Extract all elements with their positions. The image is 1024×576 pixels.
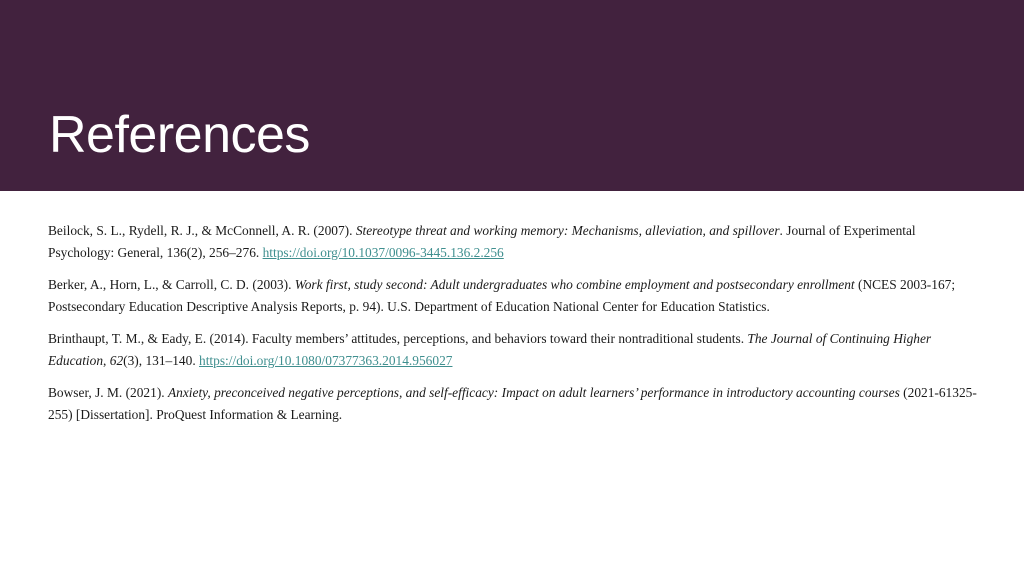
reference-title: Work first, study second: Adult undergraduates who combine employment and postsecondary enrollment	[294, 277, 855, 292]
doi-link[interactable]: https://doi.org/10.1080/07377363.2014.956027	[199, 353, 453, 368]
reference-text: (NCES 2003-167; Postsecondary Education Descriptive Analysis Reports, p. 94). U.S. Department of Education National Center for Education Statistics.	[48, 277, 956, 314]
doi-link[interactable]: https://doi.org/10.1037/0096-3445.136.2.256	[262, 245, 504, 260]
reference-volume: 62	[109, 353, 124, 368]
reference-list	[48, 220, 978, 436]
reference-title: Stereotype threat and working memory: Mechanisms, alleviation, and spillover	[355, 223, 780, 238]
title-banner	[0, 0, 1024, 191]
reference-text: ,	[103, 353, 110, 368]
page-title: References	[49, 106, 310, 164]
reference-text: (3), 131–140.	[123, 353, 200, 368]
reference-item	[48, 274, 978, 318]
reference-text: Brinthaupt, T. M., & Eady, E. (2014). Faculty members’ attitudes, perceptions, and behaviors toward their nontraditional students.	[48, 331, 748, 346]
reference-text: (2021-61325-255) [Dissertation]. ProQuest Information & Learning.	[48, 385, 977, 422]
reference-item	[48, 328, 978, 372]
reference-text: Berker, A., Horn, L., & Carroll, C. D. (2003).	[48, 277, 295, 292]
reference-item	[48, 382, 978, 426]
reference-journal: The Journal of Continuing Higher Education	[48, 331, 932, 368]
reference-text: Bowser, J. M. (2021).	[48, 385, 168, 400]
reference-text: . Journal of Experimental Psychology: General, 136(2), 256–276.	[48, 223, 916, 260]
reference-item	[48, 220, 978, 264]
reference-title: Anxiety, preconceived negative perceptions, and self-efficacy: Impact on adult learners’ performance in introductory accounting courses	[167, 385, 900, 400]
reference-text: Beilock, S. L., Rydell, R. J., & McConnell, A. R. (2007).	[48, 223, 356, 238]
